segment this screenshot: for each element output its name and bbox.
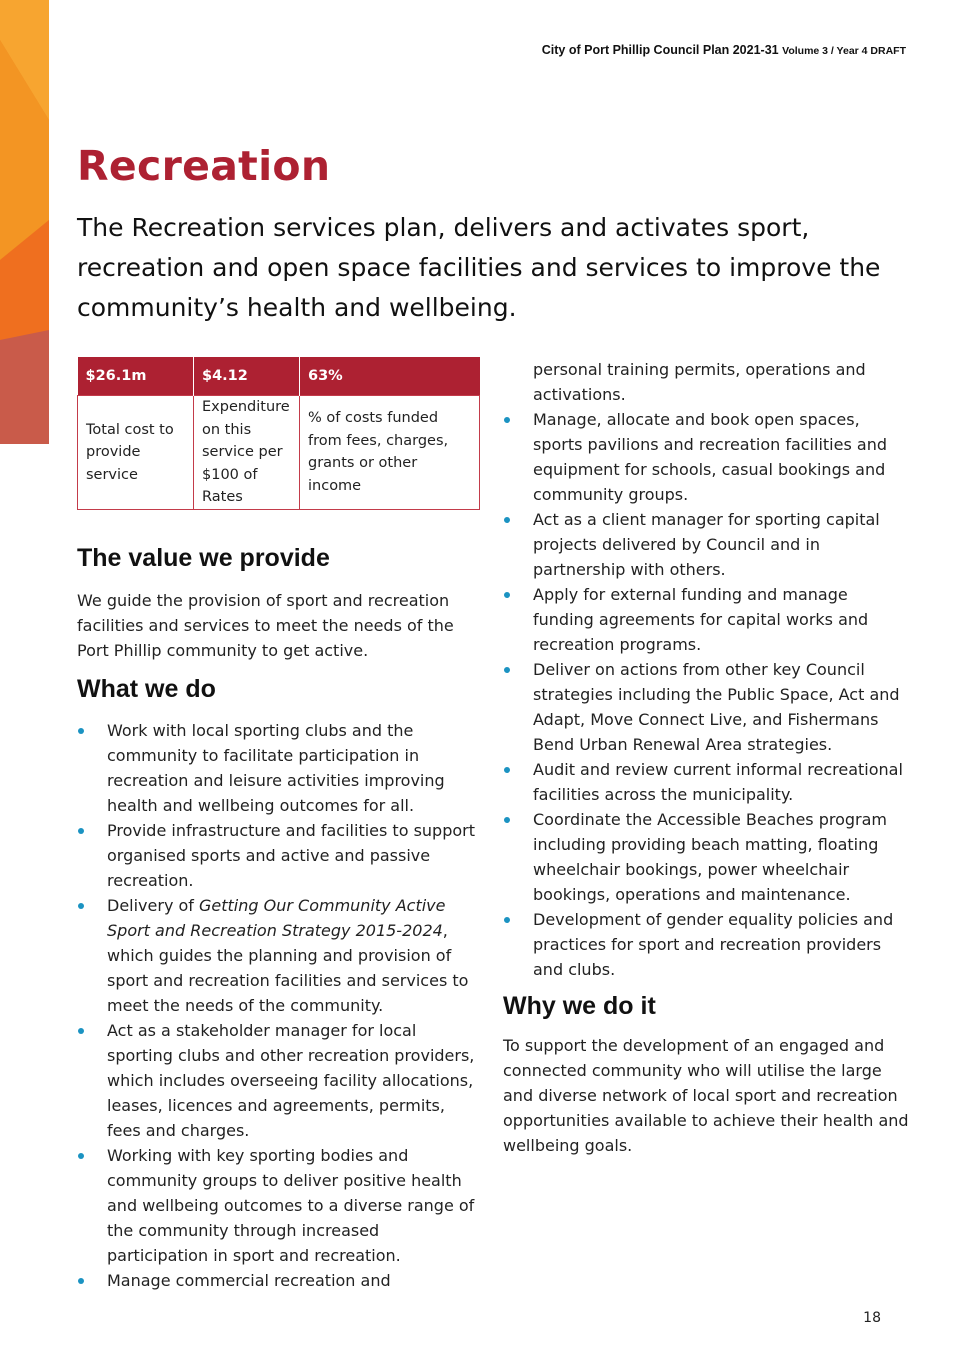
right-column bbox=[503, 357, 913, 1158]
bullet-icon bbox=[78, 828, 84, 834]
page-number: 18 bbox=[863, 1310, 881, 1326]
why-heading: Why we do it bbox=[503, 992, 656, 1020]
bullet-icon bbox=[504, 517, 510, 523]
list-item: Manage commercial recreation and bbox=[77, 1268, 477, 1293]
page-title: Recreation bbox=[77, 142, 331, 190]
list-item: Act as a stakeholder manager for local sporting clubs and other recreation providers, which includes overseeing facility allocations, leases, licences and agreements, permits, fees and charges. bbox=[77, 1018, 477, 1143]
stat-label-funded-percent: % of costs funded from fees, charges, grants or other income bbox=[300, 396, 480, 510]
stat-value-funded-percent: 63% bbox=[300, 357, 480, 396]
bullet-icon bbox=[504, 667, 510, 673]
strategy-title: Getting Our Community Active Sport and Recreation Strategy 2015-2024 bbox=[107, 896, 446, 940]
list-item: Audit and review current informal recreational facilities across the municipality. bbox=[503, 757, 913, 807]
decorative-orange-strip bbox=[0, 0, 49, 444]
stat-value-per-rates: $4.12 bbox=[194, 357, 300, 396]
bullet-icon bbox=[78, 903, 84, 909]
bullet-icon bbox=[78, 1278, 84, 1284]
list-item: Provide infrastructure and facilities to support organised sports and active and passive recreation. bbox=[77, 818, 477, 893]
bullet-icon bbox=[78, 1028, 84, 1034]
value-paragraph: We guide the provision of sport and recreation facilities and services to meet the needs of the Port Phillip community to get active. bbox=[77, 591, 454, 660]
what-list-right bbox=[503, 407, 913, 982]
bullet-icon bbox=[78, 1153, 84, 1159]
bullet-icon bbox=[504, 917, 510, 923]
list-item: Development of gender equality policies and practices for sport and recreation providers and clubs. bbox=[503, 907, 913, 982]
intro-paragraph: The Recreation services plan, delivers and activates sport, recreation and open space facilities and services to improve the community’s health and wellbeing. bbox=[77, 213, 881, 322]
why-paragraph: To support the development of an engaged and connected community who will utilise the large and diverse network of local sport and recreation opportunities available to achieve their health and wellbeing goals. bbox=[503, 1036, 909, 1155]
cost-table-label-row bbox=[78, 396, 480, 510]
header-volume: Volume 3 / Year 4 DRAFT bbox=[782, 45, 906, 57]
cost-table-header-row bbox=[78, 357, 480, 396]
document-header bbox=[542, 43, 906, 57]
value-heading: The value we provide bbox=[77, 544, 330, 572]
list-item: Work with local sporting clubs and the community to facilitate participation in recreation and leisure activities improving health and wellbeing outcomes for all. bbox=[77, 718, 477, 818]
left-column bbox=[77, 544, 477, 1293]
stat-value-total-cost: $26.1m bbox=[78, 357, 194, 396]
stat-label-total-cost: Total cost to provide service bbox=[78, 396, 194, 510]
list-item: Working with key sporting bodies and community groups to deliver positive health and wellbeing outcomes to a diverse range of the community through increased participation in sport and recreation. bbox=[77, 1143, 477, 1268]
list-item: Manage, allocate and book open spaces, sports pavilions and recreation facilities and equipment for schools, casual bookings and community groups. bbox=[503, 407, 913, 507]
list-item: Deliver on actions from other key Council strategies including the Public Space, Act and Adapt, Move Connect Live, and Fishermans Bend Urban Renewal Area strategies. bbox=[503, 657, 913, 757]
header-doc-title: City of Port Phillip Council Plan 2021-31 bbox=[541, 43, 779, 57]
stat-label-per-rates: Expenditure on this service per $100 of Rates bbox=[194, 396, 300, 510]
bullet-icon bbox=[504, 592, 510, 598]
bullet-icon bbox=[504, 817, 510, 823]
bullet-icon bbox=[78, 728, 84, 734]
list-item-continuation: personal training permits, operations and activations. bbox=[533, 360, 866, 404]
list-item: Act as a client manager for sporting capital projects delivered by Council and in partnership with others. bbox=[503, 507, 913, 582]
list-item: Coordinate the Accessible Beaches program including providing beach matting, floating wheelchair bookings, power wheelchair bookings, operations and maintenance. bbox=[503, 807, 913, 907]
what-list-left bbox=[77, 718, 477, 1293]
list-item: Apply for external funding and manage funding agreements for capital works and recreation programs. bbox=[503, 582, 913, 657]
what-heading: What we do bbox=[77, 675, 216, 703]
cost-summary-table bbox=[77, 357, 480, 510]
list-item: Delivery of Getting Our Community Active Sport and Recreation Strategy 2015-2024, which guides the planning and provision of sport and recreation facilities and services to meet the needs of the community. bbox=[77, 893, 477, 1018]
bullet-icon bbox=[504, 417, 510, 423]
bullet-icon bbox=[504, 767, 510, 773]
